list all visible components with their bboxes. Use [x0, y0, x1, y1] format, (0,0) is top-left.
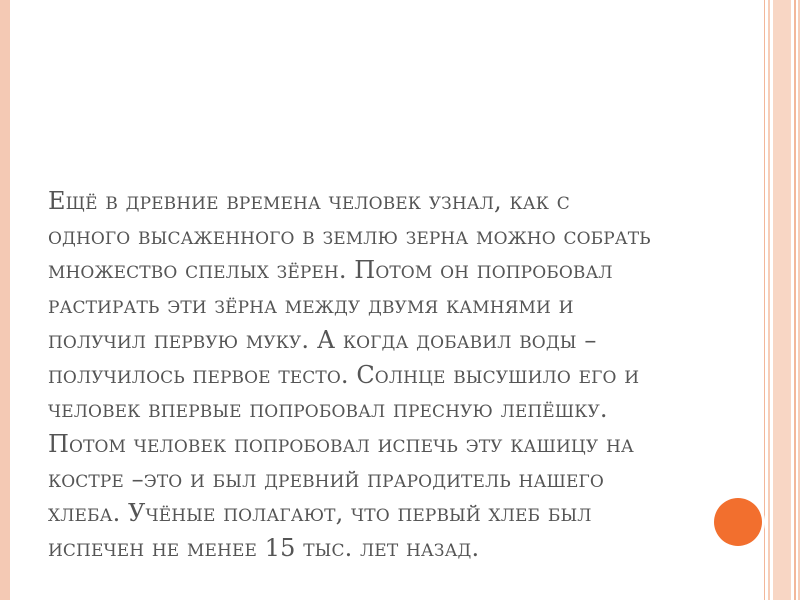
left-decor-band [0, 0, 10, 600]
decor-stripe [768, 0, 770, 600]
decor-stripe [794, 0, 796, 600]
decor-stripe [764, 0, 765, 600]
right-decor-frame [760, 0, 800, 600]
decor-stripe [773, 0, 791, 600]
accent-circle-icon [714, 498, 762, 546]
slide-body-text: Ещё в древние времена человек узнал, как с одного высаженного в землю зерна можно собрать множество спелых зёрен. Потом он попробовал растирать эти зёрна между двумя камнями и получил первую муку. А когда добавил воды – получилось первое тесто. Солнце высушило его и человек впервые попробовал пресную лепёшку. Потом человек попробовал испечь эту кашицу на костре –это и был древний прародитель нашего хлеба. Учёные полагают, что первый хлеб был испечен не менее 15 тыс. лет назад. [48, 187, 651, 563]
